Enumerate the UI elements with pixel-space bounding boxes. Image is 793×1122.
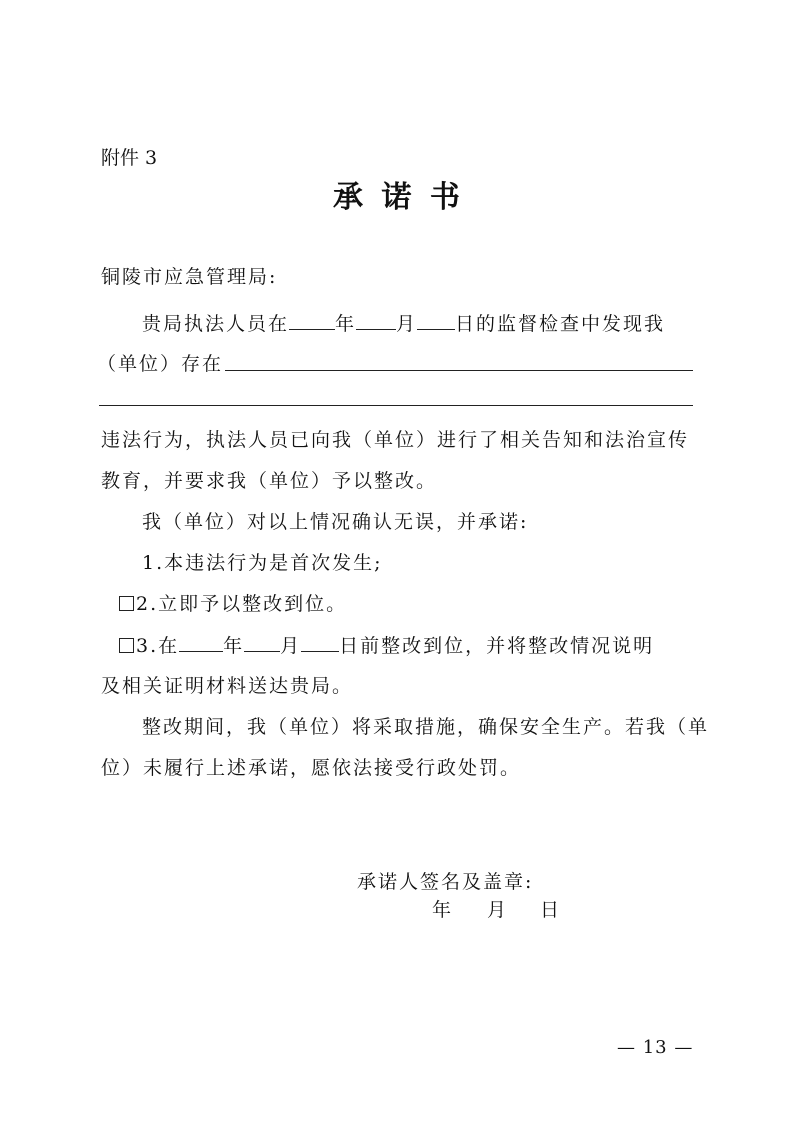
item3-line2: 及相关证明材料送达贵局。 <box>101 675 354 697</box>
para2-line1: 违法行为，执法人员已向我（单位）进行了相关告知和法治宣传 <box>101 429 690 451</box>
item2-row <box>119 592 347 616</box>
addressee: 铜陵市应急管理局: <box>101 266 278 288</box>
para1-line2: （单位）存在 <box>97 353 224 375</box>
month-blank[interactable] <box>356 311 396 330</box>
signature-label: 承诺人签名及盖章: <box>357 871 534 893</box>
para1-month: 月 <box>396 313 418 335</box>
item3-day-blank[interactable] <box>301 633 339 652</box>
year-blank[interactable] <box>289 311 335 330</box>
date-year: 年 <box>432 899 454 921</box>
para2-line2: 教育，并要求我（单位）予以整改。 <box>101 470 438 492</box>
item3-checkbox[interactable] <box>119 638 134 653</box>
attachment-label: 附件 3 <box>101 147 158 169</box>
page-number: — 13 — <box>617 1037 694 1058</box>
item1: 1.本违法行为是首次发生; <box>142 552 383 574</box>
item3-month: 月 <box>280 635 302 657</box>
para4-line1: 整改期间，我（单位）将采取措施，确保安全生产。若我（单 <box>142 716 710 738</box>
item3-month-blank[interactable] <box>244 633 280 652</box>
item3-year-blank[interactable] <box>179 633 223 652</box>
item3-prefix: 3.在 <box>136 635 180 657</box>
item2-text: 2.立即予以整改到位。 <box>136 593 348 615</box>
para1-line1 <box>142 311 665 336</box>
para4-line2: 位）未履行上述承诺，愿依法接受行政处罚。 <box>101 757 522 779</box>
date-month: 月 <box>487 899 509 921</box>
para1-year: 年 <box>335 313 357 335</box>
para3: 我（单位）对以上情况确认无误，并承诺: <box>142 511 529 533</box>
violation-blank-line-1[interactable] <box>225 370 693 371</box>
violation-blank-line-2[interactable] <box>99 405 693 406</box>
item2-checkbox[interactable] <box>119 596 134 611</box>
day-blank[interactable] <box>417 311 455 330</box>
date-day: 日 <box>540 899 562 921</box>
item3-year: 年 <box>223 635 245 657</box>
item3-row <box>119 633 654 658</box>
page-title: 承 诺 书 <box>333 180 464 215</box>
para1-prefix: 贵局执法人员在 <box>142 313 290 335</box>
para1-day-suffix: 日的监督检查中发现我 <box>455 313 666 335</box>
item3-day-suffix: 日前整改到位，并将整改情况说明 <box>339 635 655 657</box>
